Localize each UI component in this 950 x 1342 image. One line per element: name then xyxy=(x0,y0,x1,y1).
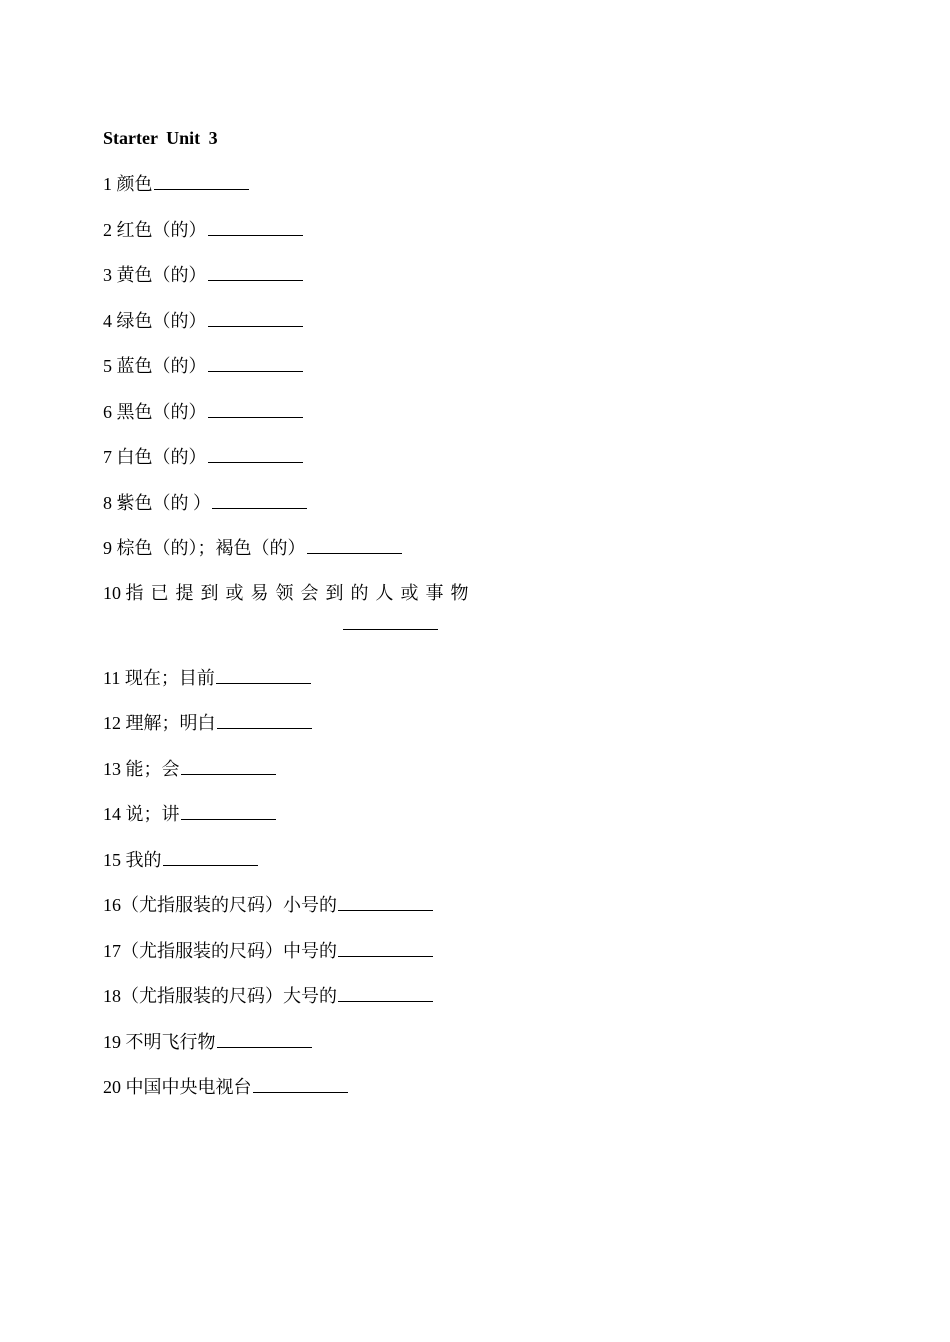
vocab-item-11 xyxy=(103,665,863,689)
vocab-item-15 xyxy=(103,847,863,871)
vocab-item-17 xyxy=(103,938,863,962)
item-prompt: 蓝色（的） xyxy=(116,356,207,376)
answer-blank[interactable] xyxy=(217,710,312,729)
answer-blank[interactable] xyxy=(208,444,303,463)
item-number: 13 xyxy=(103,758,121,779)
answer-blank[interactable] xyxy=(212,490,307,509)
vocab-item-10 xyxy=(103,581,863,651)
answer-blank[interactable] xyxy=(338,938,433,957)
item-number: 6 xyxy=(103,401,112,422)
item-number: 18 xyxy=(103,986,121,1006)
answer-blank[interactable] xyxy=(338,892,433,911)
item-number: 5 xyxy=(103,356,112,376)
worksheet-page xyxy=(103,126,863,1120)
answer-blank[interactable] xyxy=(181,801,276,820)
answer-blank[interactable] xyxy=(163,847,258,866)
item-number: 14 xyxy=(103,804,121,824)
item-prompt: （尤指服装的尺码）小号的 xyxy=(121,895,337,915)
item-prompt: 我的 xyxy=(125,849,162,870)
vocab-item-4 xyxy=(103,308,863,332)
answer-blank-row xyxy=(343,611,863,633)
item-prompt: 说；讲 xyxy=(125,804,180,824)
item-prompt: 不明飞行物 xyxy=(125,1031,216,1052)
item-prompt: 中国中央电视台 xyxy=(125,1077,252,1097)
answer-blank[interactable] xyxy=(216,665,311,684)
item-prompt: 指已提到或易领会到的人或事物 xyxy=(125,582,476,603)
item-number: 12 xyxy=(103,713,121,733)
item-prompt: 现在；目前 xyxy=(124,667,215,688)
answer-blank[interactable] xyxy=(181,756,276,775)
item-number: 3 xyxy=(103,265,112,285)
item-number: 16 xyxy=(103,895,121,915)
vocab-item-12 xyxy=(103,710,863,734)
answer-blank[interactable] xyxy=(208,399,303,418)
worksheet-title: Starter Unit 3 xyxy=(103,128,218,148)
item-prompt: 黄色（的） xyxy=(116,265,207,285)
vocab-item-3 xyxy=(103,262,863,286)
answer-blank[interactable] xyxy=(208,217,303,236)
vocab-item-19 xyxy=(103,1029,863,1053)
item-number: 1 xyxy=(103,174,112,194)
item-prompt: 紫色（的 ） xyxy=(116,492,211,513)
item-prompt: （尤指服装的尺码）大号的 xyxy=(121,986,337,1006)
answer-blank[interactable] xyxy=(343,611,438,630)
vocab-item-2 xyxy=(103,217,863,241)
vocab-item-18 xyxy=(103,983,863,1007)
vocab-item-13 xyxy=(103,756,863,780)
item-prompt: 棕色（的）；褐色（的） xyxy=(116,538,306,558)
answer-blank[interactable] xyxy=(307,535,402,554)
item-prompt: （尤指服装的尺码）中号的 xyxy=(121,940,337,961)
answer-blank[interactable] xyxy=(208,308,303,327)
item-prompt: 红色（的） xyxy=(116,219,207,240)
item-number: 8 xyxy=(103,492,112,513)
vocab-item-14 xyxy=(103,801,863,825)
item-number: 17 xyxy=(103,940,121,961)
answer-blank[interactable] xyxy=(208,353,303,372)
answer-blank[interactable] xyxy=(253,1074,348,1093)
item-number: 10 xyxy=(103,582,121,603)
answer-blank[interactable] xyxy=(154,171,249,190)
vocab-item-8 xyxy=(103,490,863,514)
vocab-item-20 xyxy=(103,1074,863,1098)
item-prompt: 绿色（的） xyxy=(116,310,207,331)
vocab-item-7 xyxy=(103,444,863,468)
item-prompt: 能；会 xyxy=(125,758,180,779)
item-prompt: 颜色 xyxy=(116,174,153,194)
item-number: 2 xyxy=(103,219,112,240)
item-prompt: 白色（的） xyxy=(116,447,207,467)
item-number: 11 xyxy=(103,667,121,688)
vocab-item-1 xyxy=(103,171,863,195)
item-number: 9 xyxy=(103,538,112,558)
vocab-item-9 xyxy=(103,535,863,559)
item-prompt: 黑色（的） xyxy=(116,401,207,422)
vocab-item-6 xyxy=(103,399,863,423)
vocab-item-16 xyxy=(103,892,863,916)
item-number: 7 xyxy=(103,447,112,467)
answer-blank[interactable] xyxy=(338,983,433,1002)
item-number: 19 xyxy=(103,1031,121,1052)
item-number: 15 xyxy=(103,849,121,870)
item-number: 20 xyxy=(103,1077,121,1097)
item-number: 4 xyxy=(103,310,112,331)
answer-blank[interactable] xyxy=(217,1029,312,1048)
vocab-item-5 xyxy=(103,353,863,377)
item-prompt: 理解；明白 xyxy=(125,713,216,733)
answer-blank[interactable] xyxy=(208,262,303,281)
